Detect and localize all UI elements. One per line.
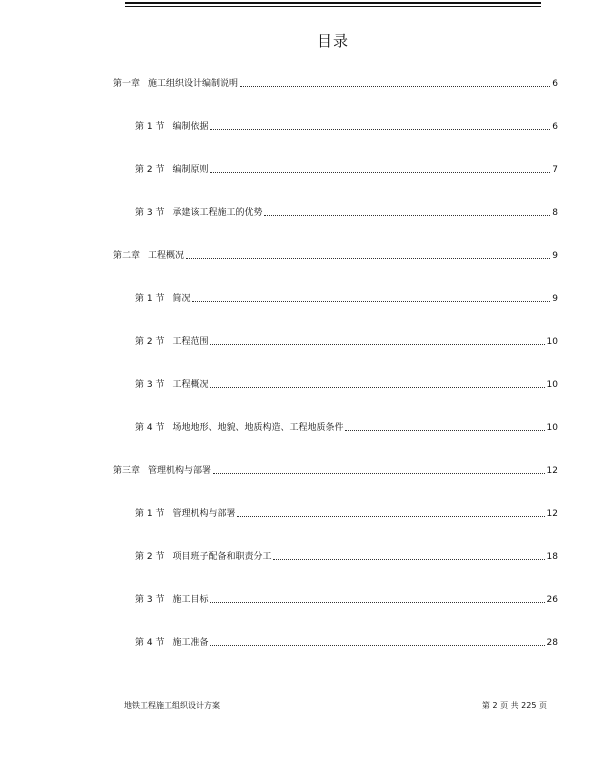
toc-entry-title: 管理机构与部署: [148, 466, 212, 476]
toc-entry-title: 项目班子配备和职责分工: [172, 552, 272, 562]
toc-dot-leader: [210, 645, 544, 646]
toc-dot-leader: [213, 473, 545, 474]
toc-entry-page-number: 6: [552, 79, 558, 89]
toc-dot-leader: [345, 430, 544, 431]
toc-entry-number: 第 4 节: [135, 638, 165, 648]
toc-entry-page-number: 9: [552, 294, 558, 304]
footer-doc-title: 地铁工程施工组织设计方案: [124, 701, 220, 710]
toc-dot-leader: [210, 344, 544, 345]
toc-entry-page-number: 28: [546, 638, 558, 648]
toc-entry-number: 第 4 节: [135, 423, 165, 433]
toc-entry-number: 第 1 节: [135, 294, 165, 304]
toc-entry-number: 第 2 节: [135, 337, 165, 347]
toc-entry-page-number: 12: [546, 466, 558, 476]
toc-section-entry[interactable]: [135, 205, 558, 219]
toc-entry-number: 第 2 节: [135, 552, 165, 562]
toc-entry-page-number: 18: [546, 552, 558, 562]
toc-entry-number: 第 3 节: [135, 208, 165, 218]
toc-entry-title: 施工准备: [172, 638, 209, 648]
toc-section-entry[interactable]: [135, 377, 558, 391]
toc-dot-leader: [186, 258, 550, 259]
toc-entry-number: 第 1 节: [135, 122, 165, 132]
toc-dot-leader: [240, 86, 550, 87]
toc-dot-leader: [192, 301, 550, 302]
toc-entry-page-number: 10: [546, 337, 558, 347]
toc-entry-number: 第 1 节: [135, 509, 165, 519]
toc-entry-page-number: 6: [552, 122, 558, 132]
toc-entry-title: 承建该工程施工的优势: [172, 208, 263, 218]
toc-entry-page-number: 8: [552, 208, 558, 218]
toc-entry-page-number: 12: [546, 509, 558, 519]
toc-dot-leader: [210, 172, 550, 173]
toc-entry-page-number: 10: [546, 380, 558, 390]
toc-dot-leader: [210, 387, 544, 388]
toc-entry-title: 工程范围: [172, 337, 209, 347]
toc-entry-title: 简况: [172, 294, 191, 304]
toc-entry-title: 施工目标: [172, 595, 209, 605]
toc-entry-title: 施工组织设计编制说明: [148, 79, 239, 89]
toc-section-entry[interactable]: [135, 506, 558, 520]
toc-entry-title: 编制依据: [172, 122, 209, 132]
toc-entry-number: 第 3 节: [135, 380, 165, 390]
toc-entry-number: 第 3 节: [135, 595, 165, 605]
toc-entry-title: 编制原则: [172, 165, 209, 175]
toc-section-entry[interactable]: [135, 291, 558, 305]
toc-title: 目录: [316, 32, 349, 50]
toc-section-entry[interactable]: [135, 334, 558, 348]
toc-section-entry[interactable]: [135, 592, 558, 606]
toc-entry-number: 第一章: [113, 79, 141, 89]
toc-dot-leader: [210, 602, 544, 603]
toc-dot-leader: [273, 559, 544, 560]
toc-dot-leader: [264, 215, 550, 216]
toc-entry-title: 工程概况: [148, 251, 185, 261]
toc-entry-title: 场地地形、地貌、地质构造、工程地质条件: [172, 423, 344, 433]
footer-page-info: 第 2 页 共 225 页: [481, 701, 547, 710]
toc-section-entry[interactable]: [135, 162, 558, 176]
toc-chapter-entry[interactable]: [113, 463, 558, 477]
toc-section-entry[interactable]: [135, 635, 558, 649]
toc-dot-leader: [237, 516, 544, 517]
toc-entry-page-number: 26: [546, 595, 558, 605]
toc-chapter-entry[interactable]: [113, 248, 558, 262]
toc-section-entry[interactable]: [135, 549, 558, 563]
toc-chapter-entry[interactable]: [113, 76, 558, 90]
toc-entry-title: 工程概况: [172, 380, 209, 390]
toc-dot-leader: [210, 129, 550, 130]
toc-entry-number: 第三章: [113, 466, 141, 476]
toc-entry-page-number: 10: [546, 423, 558, 433]
toc-section-entry[interactable]: [135, 420, 558, 434]
toc-entry-page-number: 9: [552, 251, 558, 261]
toc-entry-title: 管理机构与部署: [172, 509, 236, 519]
toc-entry-number: 第二章: [113, 251, 141, 261]
toc-entry-number: 第 2 节: [135, 165, 165, 175]
toc-entry-page-number: 7: [552, 165, 558, 175]
toc-section-entry[interactable]: [135, 119, 558, 133]
